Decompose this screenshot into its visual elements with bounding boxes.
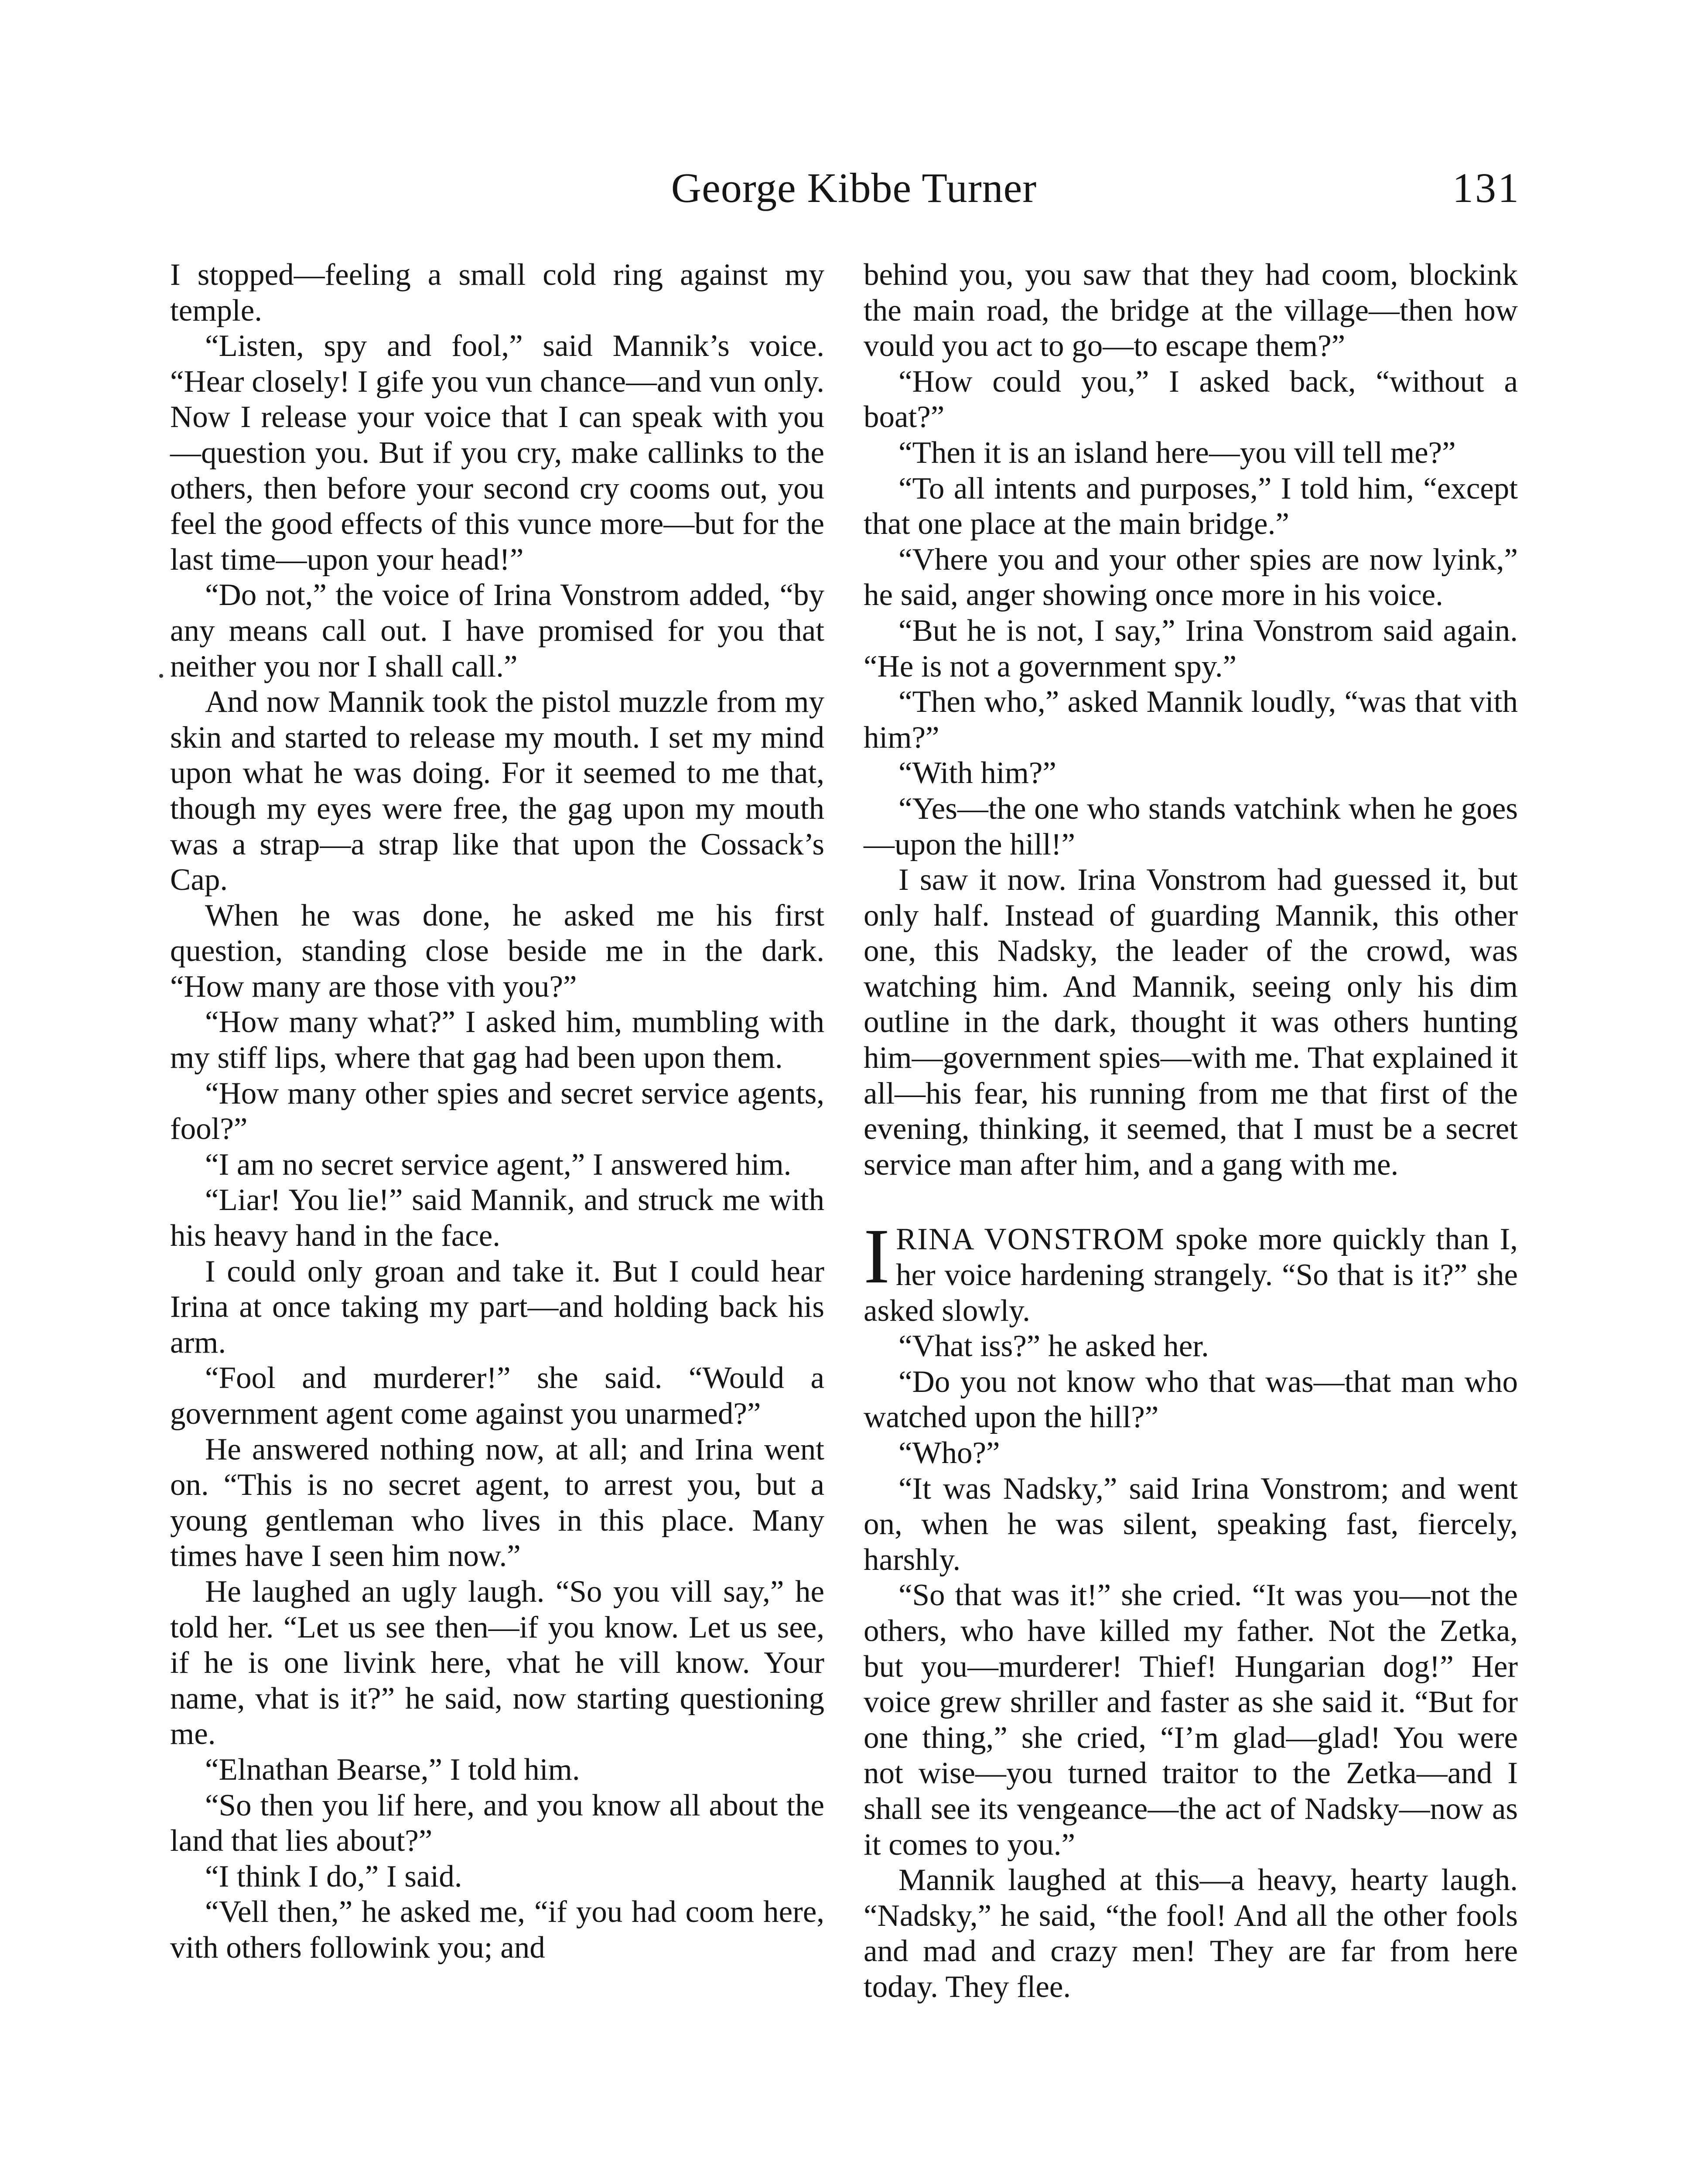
paragraph: “How could you,” I asked back, “without a boat?” (864, 364, 1518, 434)
paragraph: And now Mannik took the pistol muzzle from my skin and started to release my mouth. I set my mind upon what he was doing. For it seemed to me that, though my eyes were free, the gag upon my mouth was a strap—a strap like that upon the Cossack’s Cap. (170, 685, 824, 897)
page-number: 131 (1452, 164, 1520, 211)
paragraph: “Vhat iss?” he asked her. (898, 1329, 1209, 1364)
paragraph: “Elnathan Bearse,” I told him. (205, 1752, 580, 1787)
section-lead-in: RINA VONSTROM (895, 1222, 1165, 1257)
paragraph: “I think I do,” I said. (205, 1859, 462, 1894)
drop-cap: I (864, 1213, 890, 1300)
paragraph: behind you, you saw that they had coom, blockink the main road, the bridge at the village—then how vould you act to go—to escape them?” (864, 258, 1518, 363)
paragraph: “It was Nadsky,” said Irina Vonstrom; and went on, when he was silent, speaking fast, fiercely, harshly. (864, 1471, 1518, 1577)
paragraph: “With him?” (898, 756, 1056, 790)
paragraph: “Vell then,” he asked me, “if you had coom here, vith others followink you; and (170, 1895, 824, 1965)
paragraph: I saw it now. Irina Vonstrom had guessed it, but only half. Instead of guarding Mannik, this other one, this Nadsky, the leader of the crowd, was watching him. And Mannik, seeing only his dim outline in the dark, thought it was others hunting him—government spies—with me. That explained it all—his fear, his running from me that first of the evening, thinking, it seemed, that I must be a secret service man after him, and a gang with me. (864, 863, 1518, 1182)
paragraph: Mannik laughed at this—a heavy, hearty laugh. “Nadsky,” he said, “the fool! And all the other fools and mad and crazy men! They are far from here today. They flee. (864, 1863, 1518, 2004)
paragraph: “Who?” (898, 1436, 1000, 1470)
section-text: spoke more quickly than I, her voice hardening strangely. “So that is it?” she asked slowly. (864, 1222, 1518, 1328)
paragraph: “To all intents and purposes,” I told him, “except that one place at the main bridge.” (864, 471, 1518, 541)
paragraph: “I am no secret service agent,” I answered him. (205, 1147, 792, 1182)
paragraph: “Then who,” asked Mannik loudly, “was that vith him?” (864, 685, 1518, 755)
margin-mark (159, 674, 163, 678)
running-head (0, 164, 1708, 220)
paragraph: “Fool and murderer!” she said. “Would a government agent come against you unarmed?” (170, 1361, 824, 1431)
paragraph: “Listen, spy and fool,” said Mannik’s voice. “Hear closely! I gife you vun chance—and vun only. Now I release your voice that I can speak with you—question you. But if you cry, make callinks to the others, then before your second cry cooms out, you feel the good effects of this vunce more—but for the last time—upon your head!” (170, 329, 824, 577)
paragraph: “So then you lif here, and you know all about the land that lies about?” (170, 1788, 824, 1858)
paragraph: “Do you not know who that was—that man who watched upon the hill?” (864, 1364, 1518, 1435)
paragraph: He answered nothing now, at all; and Irina went on. “This is no secret agent, to arrest you, but a young gentleman who lives in this place. Many times have I seen him now.” (170, 1432, 824, 1573)
running-title: George Kibbe Turner (671, 164, 1037, 211)
paragraph: “So that was it!” she cried. “It was you—not the others, who have killed my father. Not the Zetka, but you—murderer! Thief! Hungarian dog!” Her voice grew shriller and faster as she said it. “But for one thing,” she cried, “I’m glad—glad! You were not wise—you turned traitor to the Zetka—and I shall see its vengeance—the act of Nadsky—now as it comes to you.” (864, 1578, 1518, 1862)
paragraph: “Vhere you and your other spies are now lyink,” he said, anger showing once more in his voice. (864, 542, 1518, 612)
section-start-paragraph (864, 1213, 1518, 1329)
paragraph: I stopped—feeling a small cold ring against my temple. (170, 258, 824, 328)
paragraph: When he was done, he asked me his first question, standing close beside me in the dark. “How many are those vith you?” (170, 898, 824, 1004)
paragraph: “How many other spies and secret service agents, fool?” (170, 1076, 824, 1146)
paragraph: “How many what?” I asked him, mumbling with my stiff lips, where that gag had been upon them. (170, 1005, 824, 1075)
paragraph: “Yes—the one who stands vatchink when he goes—upon the hill!” (864, 791, 1518, 861)
paragraph: “Do not,” the voice of Irina Vonstrom added, “by any means call out. I have promised for you that neither you nor I shall call.” (170, 578, 824, 684)
right-column (864, 257, 1518, 2005)
paragraph: I could only groan and take it. But I could hear Irina at once taking my part—and holding back his arm. (170, 1254, 824, 1360)
paragraph: He laughed an ugly laugh. “So you vill say,” he told her. “Let us see then—if you know. Let us see, if he is one livink here, vhat he vill know. Your name, vhat is it?” he said, now starting questioning me. (170, 1574, 824, 1751)
paragraph: “Liar! You lie!” said Mannik, and struck me with his heavy hand in the face. (170, 1183, 824, 1253)
paragraph: “Then it is an island here—you vill tell me?” (898, 435, 1456, 470)
left-column (170, 257, 824, 1966)
paragraph: “But he is not, I say,” Irina Vonstrom said again. “He is not a government spy.” (864, 613, 1518, 684)
